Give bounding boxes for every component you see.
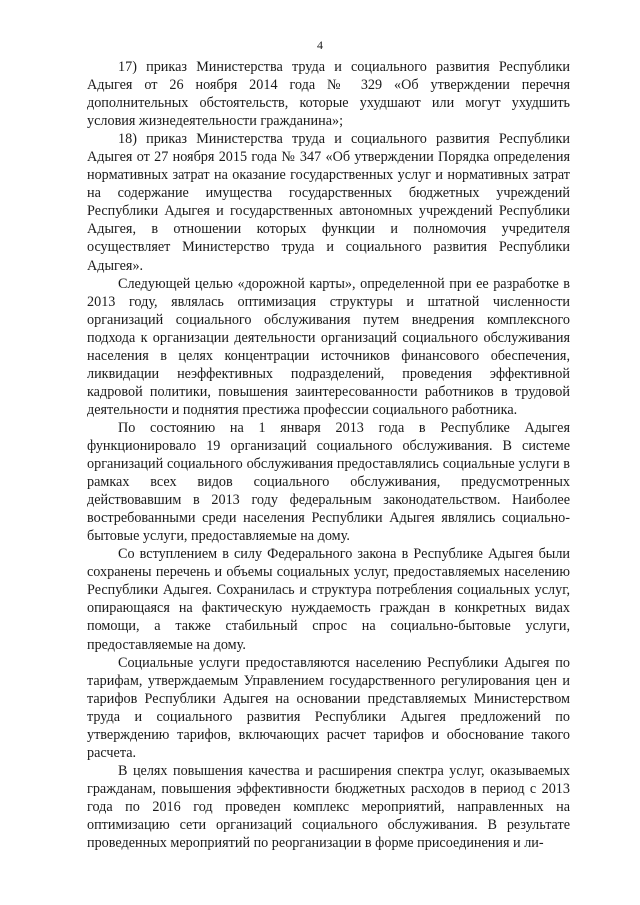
page-number: 4 xyxy=(317,38,323,52)
paragraph-federal-law: Со вступлением в силу Федерального закона в Республике Адыгея были сохранены перечень и объемы социальных услуг, предоставляемых населению Республики Адыгея. Сохранилась и структура потребления социальных услуг, опирающаяся на фактическую нуждаемость граждан в конкретных видах помощи, а также стабильный спрос на социально-бытовые услуги, предоставляемые на дому. xyxy=(87,546,570,653)
paragraph-roadmap-goal: Следующей целью «дорожной карты», определенной при ее разработке в 2013 году, являлась оптимизация структуры и штатной численности организаций социального обслуживания путем внедрения комплексного подхода к организации деятельности организаций социального обслуживания населения в целях концентрации источников финансового обеспечения, ликвидации неэффективных подразделений, проведения эффективной кадровой политики, повышения заинтересованности работников в трудовой деятельности и поднятия престижа профессии социального работника. xyxy=(87,275,570,418)
paragraph-item-18: 18) приказ Министерства труда и социального развития Республики Адыгея от 27 ноября 2015 года № 347 «Об утверждении Порядка определения нормативных затрат на оказание государственных услуг и нормативных затрат на содержание имущества государственных бюджетных учреждений Республики Адыгея и государственных автономных учреждений Республики Адыгея, в отношении которых функции и полномочия учредителя осуществляет Министерство труда и социального развития Республики Адыгея». xyxy=(87,131,570,274)
paragraph-item-17: 17) приказ Министерства труда и социального развития Республики Адыгея от 26 ноября 2014 года № 329 «Об утверждении перечня дополнительных обстоятельств, которые ухудшают или могут ухудшить условия жизнедеятельности гражданина»; xyxy=(87,59,570,130)
paragraph-tariffs: Социальные услуги предоставляются населению Республики Адыгея по тарифам, утверждаемым Управлением государственного регулирования цен и тарифов Республики Адыгея на основании представляемых Министерством труда и социального развития Республики Адыгея предложений по утверждению тарифов, включающих расчет тарифов и обоснование такого расчета. xyxy=(87,654,570,761)
paragraph-organizations-2013: По состоянию на 1 января 2013 года в Республике Адыгея функционировало 19 организаций социального обслуживания. В системе организаций социального обслуживания предоставлялись социальные услуги в рамках всех видов социального обслуживания, предусмотренных действовавшим в 2013 году федеральным законодательством. Наиболее востребованными среди населения Республики Адыгея являлись социально-бытовые услуги, предоставляемые на дому. xyxy=(87,419,570,545)
document-body xyxy=(87,58,570,852)
paragraph-optimization: В целях повышения качества и расширения спектра услуг, оказываемых гражданам, повышения эффективности бюджетных расходов в период с 2013 года по 2016 год проведен комплекс мероприятий, направленных на оптимизацию сети организаций социального обслуживания. В результате проведенных мероприятий по реорганизации в форме присоединения и ли- xyxy=(87,762,570,852)
